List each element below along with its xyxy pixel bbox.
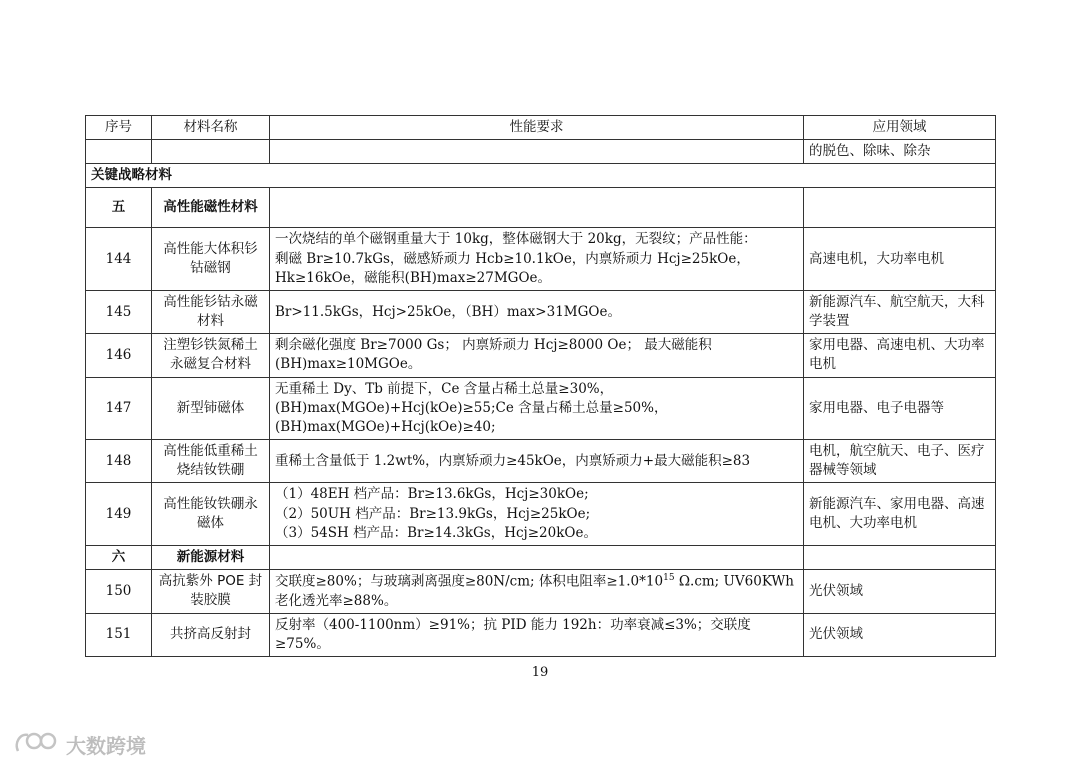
- header-no: 序号: [86, 116, 152, 140]
- application: 家用电器、电子电器等: [804, 377, 996, 439]
- material-name: 共挤高反射封: [152, 613, 270, 656]
- table-row: [86, 483, 996, 545]
- application: 新能源汽车、航空航天，大科学装置: [804, 290, 996, 333]
- section-name: 新能源材料: [152, 545, 270, 569]
- section-name: 高性能磁性材料: [152, 188, 270, 228]
- spec-table: [85, 115, 996, 657]
- row-no: 144: [86, 228, 152, 290]
- table-row: [86, 377, 996, 439]
- watermark-text: 大数跨境: [66, 734, 146, 758]
- application: 高速电机，大功率电机: [804, 228, 996, 290]
- row-no: 148: [86, 440, 152, 483]
- section-row-six: [86, 545, 996, 569]
- watermark: [12, 729, 146, 760]
- row-no: 147: [86, 377, 152, 439]
- category-title: 关键战略材料: [86, 164, 996, 188]
- row-no: 146: [86, 334, 152, 377]
- application: 电机，航空航天、电子、医疗器械等领域: [804, 440, 996, 483]
- row-no: 150: [86, 569, 152, 613]
- category-row: [86, 164, 996, 188]
- table-row: [86, 228, 996, 290]
- table-row: [86, 440, 996, 483]
- requirement: 剩余磁化强度 Br≥7000 Gs； 内禀矫顽力 Hcj≥8000 Oe； 最大磁能积 (BH)max≥10MGOe。: [270, 334, 804, 377]
- requirement: 无重稀土 Dy、Tb 前提下，Ce 含量占稀土总量≥30%， (BH)max(MGOe)+Hcj(kOe)≥55;Ce 含量占稀土总量≥50%， (BH)max(MGOe)+Hcj(kOe)≥40;: [270, 377, 804, 439]
- material-name: 高性能低重稀土烧结钕铁硼: [152, 440, 270, 483]
- section-row-five: [86, 188, 996, 228]
- continued-row: [86, 140, 996, 164]
- section-no: 六: [86, 545, 152, 569]
- table-row: [86, 613, 996, 656]
- material-name: 注塑钐铁氮稀土永磁复合材料: [152, 334, 270, 377]
- table-row: [86, 569, 996, 613]
- header-row: [86, 116, 996, 140]
- requirement: 交联度≥80%；与玻璃剥离强度≥80N/cm; 体积电阻率$\ge 1.0*10^{15}$ Ω.cm; UV60KWh 老化透光率≥88%。: [270, 569, 804, 613]
- watermark-logo-icon: [12, 729, 60, 760]
- header-app: 应用领域: [804, 116, 996, 140]
- header-name: 材料名称: [152, 116, 270, 140]
- application: 新能源汽车、家用电器、高速电机、大功率电机: [804, 483, 996, 545]
- row-no: 151: [86, 613, 152, 656]
- material-name: 高性能大体积钐钴磁钢: [152, 228, 270, 290]
- header-req: 性能要求: [270, 116, 804, 140]
- requirement: 重稀土含量低于 1.2wt%，内禀矫顽力≥45kOe，内禀矫顽力+最大磁能积≥83: [270, 440, 804, 483]
- requirement: 反射率（400-1100nm）≥91%；抗 PID 能力 192h：功率衰减≤3%；交联度≥75%。: [270, 613, 804, 656]
- application: 光伏领域: [804, 613, 996, 656]
- material-name: 高抗紫外 POE 封装胶膜: [152, 569, 270, 613]
- material-name: 高性能钐钴永磁材料: [152, 290, 270, 333]
- requirement: （1）48EH 档产品：Br≥13.6kGs，Hcj≥30kOe; （2）50UH 档产品：Br≥13.9kGs，Hcj≥25kOe; （3）54SH 档产品：Br≥14.3kGs，Hcj≥20kOe。: [270, 483, 804, 545]
- requirement: 一次烧结的单个磁钢重量大于 10kg，整体磁钢大于 20kg，无裂纹；产品性能： 剩磁 Br≥10.7kGs，磁感矫顽力 Hcb≥10.1kOe，内禀矫顽力 Hcj≥25kOe， Hk≥16kOe，磁能积(BH)max≥27MGOe。: [270, 228, 804, 290]
- row-no: 149: [86, 483, 152, 545]
- row-no: 145: [86, 290, 152, 333]
- continued-app: 的脱色、除味、除杂: [804, 140, 996, 164]
- material-name: 高性能钕铁硼永磁体: [152, 483, 270, 545]
- table-row: [86, 290, 996, 333]
- application: 光伏领域: [804, 569, 996, 613]
- material-name: 新型铈磁体: [152, 377, 270, 439]
- requirement: Br>11.5kGs，Hcj>25kOe，（BH）max>31MGOe。: [270, 290, 804, 333]
- page-number: 19: [531, 665, 549, 680]
- section-no: 五: [86, 188, 152, 228]
- table-row: [86, 334, 996, 377]
- application: 家用电器、高速电机、大功率电机: [804, 334, 996, 377]
